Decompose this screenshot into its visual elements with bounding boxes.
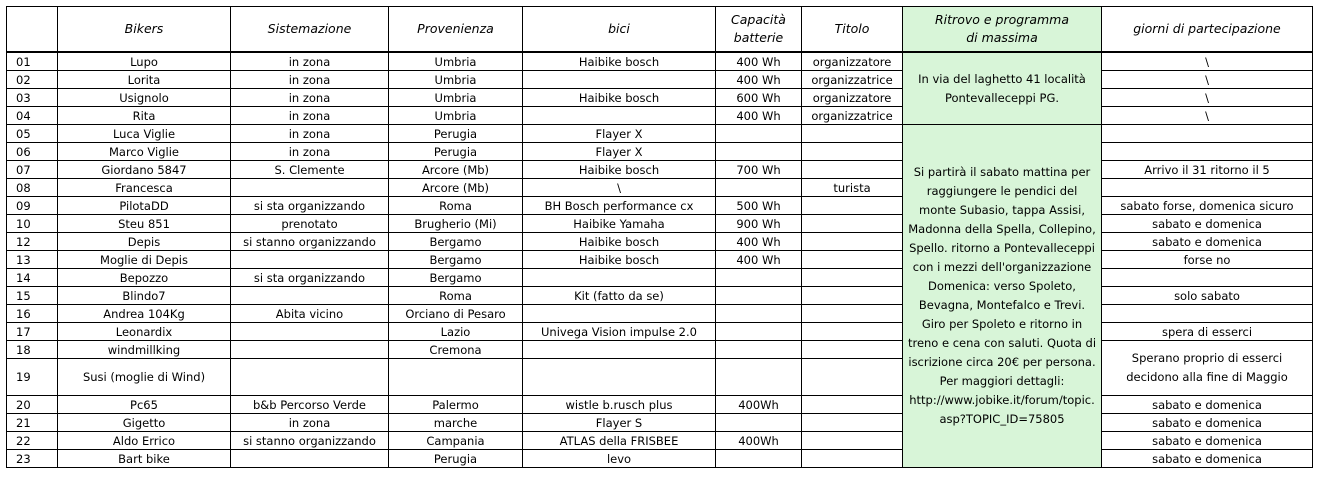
header-num [7, 7, 58, 53]
header-ritrovo-line2: di massima [966, 30, 1038, 45]
cell-biker: Pc65 [58, 396, 231, 414]
cell-giorni: forse no [1102, 251, 1313, 269]
cell-titolo [802, 396, 903, 414]
cell-sistemazione [231, 450, 389, 468]
cell-biker: windmillking [58, 341, 231, 359]
cell-giorni: solo sabato [1102, 287, 1313, 305]
cell-sistemazione [231, 359, 389, 396]
cell-giorni: \ [1102, 52, 1313, 71]
cell-sistemazione [231, 323, 389, 341]
header-sistemazione: Sistemazione [231, 7, 389, 53]
cell-sistemazione: si stanno organizzando [231, 233, 389, 251]
cell-num: 10 [7, 215, 58, 233]
cell-titolo: organizzatore [802, 89, 903, 107]
cell-capacita: 400 Wh [716, 52, 802, 71]
cell-capacita: 400 Wh [716, 107, 802, 125]
cell-giorni: sabato e domenica [1102, 233, 1313, 251]
cell-sistemazione: in zona [231, 107, 389, 125]
cell-bici: BH Bosch performance cx [523, 197, 716, 215]
cell-provenienza: Umbria [389, 107, 523, 125]
cell-biker: Francesca [58, 179, 231, 197]
cell-titolo [802, 341, 903, 359]
cell-biker: Rita [58, 107, 231, 125]
header-giorni: giorni di partecipazione [1102, 7, 1313, 53]
cell-titolo [802, 432, 903, 450]
cell-bici: Kit (fatto da se) [523, 287, 716, 305]
cell-capacita: 400 Wh [716, 251, 802, 269]
header-capacita [716, 7, 802, 53]
cell-provenienza: Umbria [389, 89, 523, 107]
cell-provenienza: Roma [389, 197, 523, 215]
table-row [7, 107, 1313, 125]
cell-sistemazione: in zona [231, 143, 389, 161]
cell-provenienza: Umbria [389, 71, 523, 89]
cell-bici [523, 107, 716, 125]
table-row [7, 396, 1313, 414]
cell-capacita [716, 414, 802, 432]
cell-capacita [716, 125, 802, 143]
cell-bici: Flayer X [523, 143, 716, 161]
cell-provenienza: Palermo [389, 396, 523, 414]
cell-titolo [802, 359, 903, 396]
cell-capacita: 400 Wh [716, 233, 802, 251]
cell-bici: Haibike bosch [523, 52, 716, 71]
cell-num: 12 [7, 233, 58, 251]
cell-bici: Univega Vision impulse 2.0 [523, 323, 716, 341]
cell-provenienza: Roma [389, 287, 523, 305]
cell-provenienza: Perugia [389, 125, 523, 143]
cell-titolo [802, 450, 903, 468]
cell-giorni: sabato e domenica [1102, 414, 1313, 432]
cell-biker: Lorita [58, 71, 231, 89]
bikers-table [6, 6, 1313, 468]
cell-num: 23 [7, 450, 58, 468]
cell-capacita [716, 287, 802, 305]
spreadsheet [6, 6, 1313, 468]
table-row [7, 143, 1313, 161]
cell-capacita: 900 Wh [716, 215, 802, 233]
cell-biker: Andrea 104Kg [58, 305, 231, 323]
cell-giorni [1102, 125, 1313, 143]
header-bici: bici [523, 7, 716, 53]
header-ritrovo-line1: Ritrovo e programma [935, 12, 1069, 27]
cell-giorni: sabato e domenica [1102, 396, 1313, 414]
header-capacita-line1: Capacità [731, 12, 786, 27]
cell-sistemazione [231, 287, 389, 305]
cell-biker: Marco Viglie [58, 143, 231, 161]
cell-num: 22 [7, 432, 58, 450]
cell-capacita: 700 Wh [716, 161, 802, 179]
cell-bici: Haibike bosch [523, 233, 716, 251]
cell-capacita: 400 Wh [716, 71, 802, 89]
cell-titolo: organizzatrice [802, 71, 903, 89]
cell-provenienza: Lazio [389, 323, 523, 341]
cell-bici: Haibike Yamaha [523, 215, 716, 233]
cell-giorni: \ [1102, 107, 1313, 125]
cell-capacita [716, 269, 802, 287]
table-row [7, 287, 1313, 305]
cell-num: 18 [7, 341, 58, 359]
table-row [7, 179, 1313, 197]
cell-biker: Susi (moglie di Wind) [58, 359, 231, 396]
cell-giorni [1102, 179, 1313, 197]
cell-bici: Flayer S [523, 414, 716, 432]
cell-provenienza: Bergamo [389, 269, 523, 287]
table-row [7, 414, 1313, 432]
cell-sistemazione: prenotato [231, 215, 389, 233]
cell-biker: Bart bike [58, 450, 231, 468]
cell-giorni: sabato e domenica [1102, 215, 1313, 233]
cell-titolo [802, 143, 903, 161]
cell-bici: Flayer X [523, 125, 716, 143]
cell-biker: Luca Viglie [58, 125, 231, 143]
cell-bici: levo [523, 450, 716, 468]
cell-provenienza: Cremona [389, 341, 523, 359]
cell-bici [523, 269, 716, 287]
cell-giorni: sabato forse, domenica sicuro [1102, 197, 1313, 215]
ritrovo-location-line1: In via del laghetto 41 località [918, 71, 1086, 86]
table-row [7, 323, 1313, 341]
cell-sistemazione [231, 179, 389, 197]
cell-titolo [802, 414, 903, 432]
cell-capacita: 500 Wh [716, 197, 802, 215]
cell-capacita [716, 179, 802, 197]
cell-num: 16 [7, 305, 58, 323]
table-row [7, 89, 1313, 107]
cell-giorni: sabato e domenica [1102, 450, 1313, 468]
cell-bici: \ [523, 179, 716, 197]
cell-sistemazione: in zona [231, 52, 389, 71]
header-bikers: Bikers [58, 7, 231, 53]
cell-num: 09 [7, 197, 58, 215]
cell-num: 17 [7, 323, 58, 341]
table-row [7, 233, 1313, 251]
cell-biker: Gigetto [58, 414, 231, 432]
table-row [7, 432, 1313, 450]
cell-giorni: \ [1102, 89, 1313, 107]
cell-biker: Steu 851 [58, 215, 231, 233]
cell-num: 15 [7, 287, 58, 305]
cell-num: 21 [7, 414, 58, 432]
cell-bici [523, 359, 716, 396]
cell-titolo: organizzatore [802, 52, 903, 71]
header-ritrovo [903, 7, 1102, 53]
cell-titolo [802, 197, 903, 215]
cell-provenienza: Orciano di Pesaro [389, 305, 523, 323]
table-row [7, 197, 1313, 215]
cell-num: 06 [7, 143, 58, 161]
cell-titolo: turista [802, 179, 903, 197]
cell-provenienza: Perugia [389, 143, 523, 161]
cell-sistemazione: si stanno organizzando [231, 432, 389, 450]
cell-biker: Bepozzo [58, 269, 231, 287]
header-row [7, 7, 1313, 53]
cell-capacita [716, 341, 802, 359]
table-row [7, 305, 1313, 323]
cell-giorni: \ [1102, 71, 1313, 89]
cell-bici [523, 341, 716, 359]
cell-num: 02 [7, 71, 58, 89]
cell-bici [523, 71, 716, 89]
cell-giorni: sabato e domenica [1102, 432, 1313, 450]
cell-num: 08 [7, 179, 58, 197]
cell-bici: wistle b.rusch plus [523, 396, 716, 414]
cell-sistemazione [231, 341, 389, 359]
cell-giorni [1102, 143, 1313, 161]
cell-provenienza: Perugia [389, 450, 523, 468]
cell-titolo: organizzatrice [802, 107, 903, 125]
cell-bici [523, 305, 716, 323]
cell-provenienza: Bergamo [389, 233, 523, 251]
cell-titolo [802, 215, 903, 233]
cell-provenienza: Arcore (Mb) [389, 161, 523, 179]
cell-capacita [716, 323, 802, 341]
cell-num: 05 [7, 125, 58, 143]
cell-giorni [1102, 305, 1313, 323]
cell-biker: Aldo Errico [58, 432, 231, 450]
cell-capacita [716, 305, 802, 323]
cell-titolo [802, 287, 903, 305]
cell-provenienza: Umbria [389, 52, 523, 71]
cell-num: 13 [7, 251, 58, 269]
table-row [7, 125, 1313, 143]
cell-biker: PilotaDD [58, 197, 231, 215]
cell-sistemazione: in zona [231, 414, 389, 432]
cell-titolo [802, 251, 903, 269]
cell-giorni: spera di esserci [1102, 323, 1313, 341]
cell-biker: Moglie di Depis [58, 251, 231, 269]
cell-biker: Leonardix [58, 323, 231, 341]
cell-titolo [802, 233, 903, 251]
cell-giorni [1102, 269, 1313, 287]
cell-biker: Lupo [58, 52, 231, 71]
cell-sistemazione: S. Clemente [231, 161, 389, 179]
table-row [7, 450, 1313, 468]
cell-bici: Haibike bosch [523, 251, 716, 269]
cell-num: 07 [7, 161, 58, 179]
cell-biker: Usignolo [58, 89, 231, 107]
cell-bici: ATLAS della FRISBEE [523, 432, 716, 450]
table-row [7, 341, 1313, 359]
cell-sistemazione: in zona [231, 125, 389, 143]
table-row [7, 52, 1313, 71]
table-row [7, 269, 1313, 287]
cell-provenienza: marche [389, 414, 523, 432]
cell-provenienza: Campania [389, 432, 523, 450]
cell-biker: Blindo7 [58, 287, 231, 305]
cell-sistemazione: in zona [231, 71, 389, 89]
header-provenienza: Provenienza [389, 7, 523, 53]
cell-num: 14 [7, 269, 58, 287]
cell-capacita: 400Wh [716, 432, 802, 450]
cell-ritrovo-location [903, 52, 1102, 125]
header-titolo: Titolo [802, 7, 903, 53]
cell-num: 04 [7, 107, 58, 125]
cell-sistemazione: si sta organizzando [231, 197, 389, 215]
cell-sistemazione: in zona [231, 89, 389, 107]
cell-provenienza: Arcore (Mb) [389, 179, 523, 197]
cell-titolo [802, 161, 903, 179]
cell-sistemazione: si sta organizzando [231, 269, 389, 287]
cell-giorni: Arrivo il 31 ritorno il 5 [1102, 161, 1313, 179]
cell-titolo [802, 269, 903, 287]
ritrovo-location-line2: Pontevalleceppi PG. [944, 90, 1060, 105]
cell-capacita [716, 143, 802, 161]
cell-titolo [802, 125, 903, 143]
cell-bici: Haibike bosch [523, 89, 716, 107]
cell-titolo [802, 323, 903, 341]
table-row [7, 161, 1313, 179]
table-row [7, 251, 1313, 269]
cell-provenienza: Brugherio (Mi) [389, 215, 523, 233]
table-row [7, 71, 1313, 89]
cell-capacita [716, 450, 802, 468]
cell-capacita: 600 Wh [716, 89, 802, 107]
cell-sistemazione [231, 251, 389, 269]
cell-capacita: 400Wh [716, 396, 802, 414]
table-row [7, 215, 1313, 233]
cell-num: 20 [7, 396, 58, 414]
cell-sistemazione: b&b Percorso Verde [231, 396, 389, 414]
cell-sistemazione: Abita vicino [231, 305, 389, 323]
cell-ritrovo-program: Si partirà il sabato mattina per raggiungere le pendici del monte Subasio, tappa Assisi, Madonna della Spella, Collepino, Spello. ritorno a Pontevalleceppi con i mezzi dell'organizzazione Domenica: verso Spoleto, Bevagna, Montefalco e Trevi. Giro per Spoleto e ritorno in treno e cena con saluti. Quota di iscrizione circa 20€ per persona. Per maggiori dettagli: http://www.jobike.it/forum/topic.asp?TOPIC_ID=75805 [903, 125, 1102, 468]
cell-num: 03 [7, 89, 58, 107]
cell-num: 01 [7, 52, 58, 71]
cell-biker: Depis [58, 233, 231, 251]
cell-biker: Giordano 5847 [58, 161, 231, 179]
cell-num: 19 [7, 359, 58, 396]
cell-titolo [802, 305, 903, 323]
cell-bici: Haibike bosch [523, 161, 716, 179]
cell-giorni-merged: Sperano proprio di esserci decidono alla fine di Maggio [1102, 341, 1313, 396]
cell-provenienza: Bergamo [389, 251, 523, 269]
cell-capacita [716, 359, 802, 396]
cell-provenienza [389, 359, 523, 396]
header-capacita-line2: batterie [733, 30, 784, 45]
